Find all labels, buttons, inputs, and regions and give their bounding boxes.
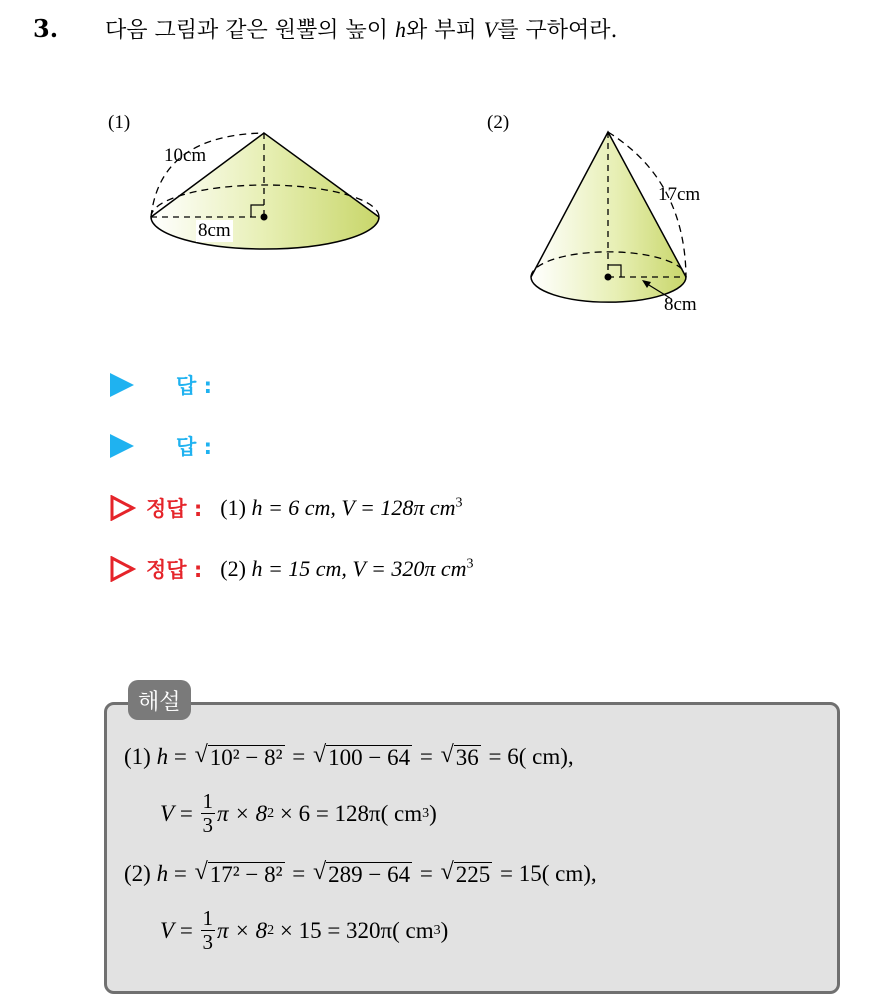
correct-answer-1: (1) h = 6 cm, V = 128π $cm^3$	[220, 495, 463, 520]
figure-2-label: (2)	[487, 112, 510, 133]
problem-statement	[105, 13, 617, 44]
radius-label-2: 8cm	[664, 294, 697, 315]
sqrt-1a: √ 10² − 8²	[194, 742, 283, 770]
solution-line-2: V = $\frac{1}{3}$ π × 8 2 × 6 = 128π( cm 3 )	[160, 789, 437, 838]
sqrt-1b: √ 100 − 64	[312, 742, 411, 770]
center-dot-1	[261, 214, 268, 221]
answer-label: 답 :	[176, 374, 212, 398]
answer-row-2	[110, 431, 212, 461]
answer-arrow-icon	[110, 373, 134, 397]
problem-text-b: 와 부피	[406, 18, 484, 43]
solution-line-4: V = $\frac{1}{3}$ π × 8 2 × 15 = 320π( cm 3 )	[160, 906, 449, 955]
correct-label: 정답 :	[146, 497, 203, 521]
sqrt-2a: √ 17² − 8²	[194, 859, 283, 887]
correct-arrow-icon	[110, 495, 136, 521]
slant-label-2: 17cm	[658, 184, 701, 205]
sqrt-1c: √ 36	[440, 742, 479, 770]
fraction-one-third: $\frac{1}{3}$	[202, 789, 214, 838]
radius-label-1: 8cm	[198, 220, 231, 241]
solution-tab: 해설	[128, 680, 191, 720]
var-h: h	[395, 17, 406, 42]
answer-row-1	[110, 370, 212, 400]
cone-figure-1	[140, 120, 400, 260]
sqrt-2b: √ 289 − 64	[312, 859, 411, 887]
problem-number: 3.	[33, 14, 59, 43]
problem-text-a: 다음 그림과 같은 원뿔의 높이	[105, 18, 395, 43]
problem-text-c: 를 구하여라.	[497, 18, 618, 43]
figure-1-label: (1)	[108, 112, 131, 133]
var-v: V	[483, 17, 498, 42]
slant-label-1: 10cm	[164, 145, 207, 166]
center-dot-2	[605, 274, 612, 281]
answer-arrow-icon	[110, 434, 134, 458]
correct-arrow-icon	[110, 556, 136, 582]
solution-line-3: (2) h = √ 17² − 8² = √ 289 − 64 = √ 225 = 15( cm),	[124, 859, 597, 887]
sqrt-2c: √ 225	[440, 859, 491, 887]
solution-line-1: (1) h = √ 10² − 8² = √ 100 − 64 = √ 36 = 6( cm),	[124, 742, 574, 770]
correct-answer-row-2	[110, 554, 474, 584]
correct-answer-row-1	[110, 493, 463, 523]
correct-answer-2: (2) h = 15 cm, V = 320π $cm^3$	[220, 556, 474, 581]
cone-figure-2	[520, 120, 720, 320]
fraction-one-third: $\frac{1}{3}$	[202, 906, 214, 955]
answer-label: 답 :	[176, 435, 212, 459]
correct-label: 정답 :	[146, 558, 203, 582]
